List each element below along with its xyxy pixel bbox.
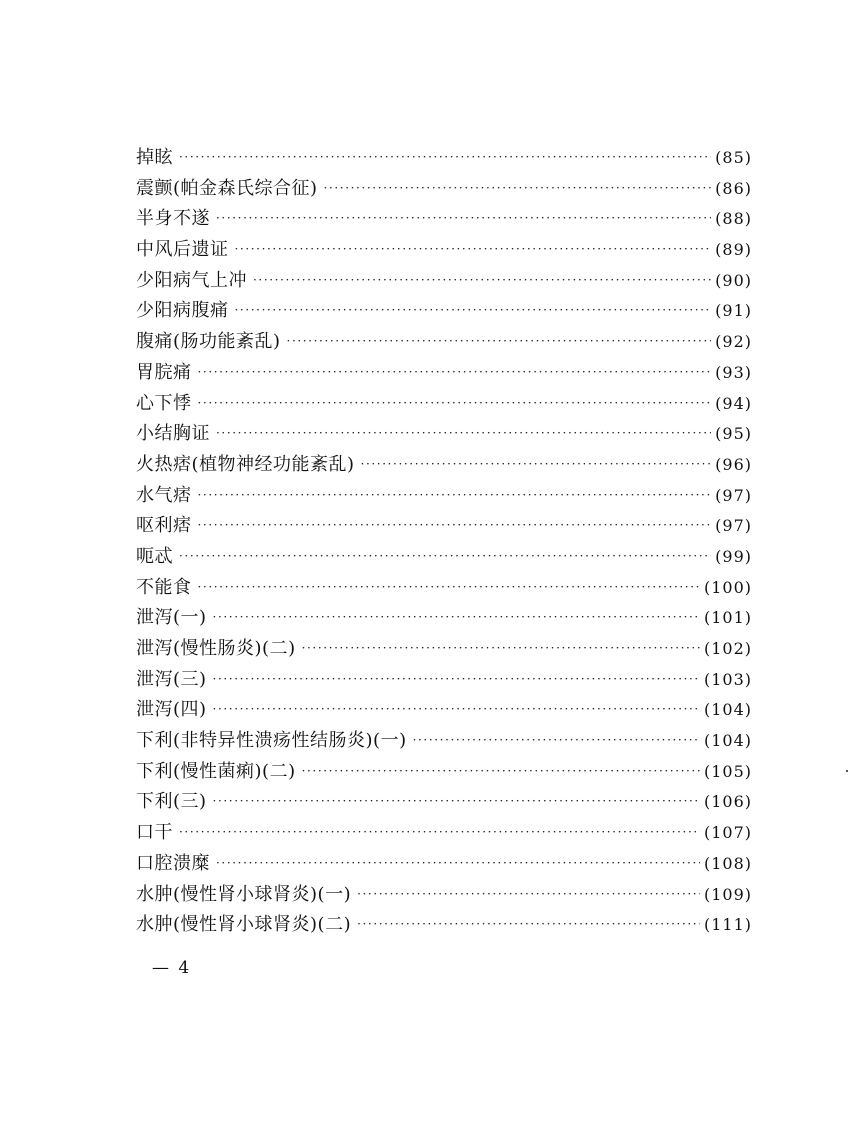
toc-entry-page: (89): [715, 240, 752, 260]
toc-entry-title: 下利(三): [136, 791, 207, 813]
toc-entry-page: (97): [715, 485, 752, 505]
toc-entry-page: (111): [703, 915, 752, 935]
toc-entry: [136, 818, 752, 849]
toc-entry-page: (106): [703, 792, 752, 812]
toc-entry: [136, 143, 752, 174]
toc-entry-page: (101): [703, 608, 752, 628]
toc-entry-title: 泄泻(慢性肠炎)(二): [136, 638, 296, 659]
toc-entry-page: (88): [715, 209, 752, 229]
toc-entry: [136, 603, 752, 634]
toc-dot-leader: [235, 295, 712, 326]
toc-entry-page: (85): [715, 148, 752, 167]
toc-dot-leader: [213, 664, 700, 695]
toc-dot-leader: [179, 817, 700, 848]
toc-entry: [136, 849, 752, 880]
toc-entry-title: 呕利痞: [136, 515, 192, 537]
toc-entry: [136, 481, 752, 512]
toc-entry-title: 震颤(帕金森氏综合征): [136, 177, 318, 199]
toc-entry-title: 少阳病气上冲: [136, 269, 247, 291]
toc-dot-leader: [216, 203, 711, 234]
toc-entry-page: (103): [703, 669, 752, 689]
toc-dot-leader: [198, 357, 712, 388]
toc-dot-leader: [302, 633, 700, 664]
toc-entry: [136, 204, 752, 235]
toc-entry-page: (91): [715, 301, 752, 321]
toc-entry: [136, 358, 752, 389]
toc-entry-title: 呃忒: [136, 545, 173, 567]
toc-dot-leader: [213, 786, 700, 817]
toc-dot-leader: [216, 418, 711, 449]
toc-entry-page: (107): [703, 823, 752, 843]
toc-entry-page: (95): [715, 424, 752, 444]
toc-dot-leader: [357, 879, 700, 910]
toc-entry-page: (90): [715, 270, 752, 290]
toc-entry-title: 下利(慢性菌痢)(二): [136, 760, 296, 782]
toc-entry: [136, 296, 752, 327]
toc-dot-leader: [198, 572, 700, 603]
toc-entry: [136, 757, 752, 788]
toc-dot-leader: [198, 480, 712, 511]
toc-entry: [136, 174, 752, 205]
toc-entry: [136, 634, 752, 665]
toc-dot-leader: [198, 388, 712, 419]
toc-dot-leader: [413, 725, 700, 756]
toc-entry: [136, 910, 752, 941]
toc-entry-page: (92): [715, 332, 752, 352]
toc-entry: [136, 695, 752, 726]
toc-dot-leader: [357, 909, 700, 940]
toc-entry-title: 泄泻(一): [136, 607, 207, 629]
toc-entry: [136, 573, 752, 604]
toc-entry-page: (108): [703, 853, 752, 873]
toc-entry-title: 腹痛(肠功能紊乱): [136, 331, 281, 353]
toc-dot-leader: [287, 326, 712, 357]
toc-entry: [136, 450, 752, 481]
toc-entry-page: (100): [703, 577, 752, 597]
toc-entry-title: 口腔溃糜: [136, 852, 210, 874]
toc-entry: [136, 419, 752, 450]
toc-entry-page: (104): [703, 731, 752, 751]
toc-entry: [136, 511, 752, 542]
toc-dot-leader: [324, 173, 712, 204]
toc-entry-title: 水肿(慢性肾小球肾炎)(二): [136, 914, 352, 936]
toc-entry-title: 水肿(慢性肾小球肾炎)(一): [136, 883, 352, 905]
toc-entry-title: 掉眩: [136, 147, 173, 168]
toc-entry: [136, 389, 752, 420]
toc-entry-title: 水气痞: [136, 484, 192, 506]
toc-entry-page: (93): [715, 362, 752, 382]
toc-entry: [136, 726, 752, 757]
toc-entry: [136, 235, 752, 266]
toc-dot-leader: [213, 694, 700, 725]
toc-entry: [136, 880, 752, 911]
toc-entry-title: 半身不遂: [136, 208, 210, 230]
toc-entry-title: 中风后遗证: [136, 239, 229, 261]
toc-entry-page: (97): [715, 516, 752, 536]
toc-entry-title: 不能食: [136, 576, 192, 598]
toc-dot-leader: [179, 541, 711, 572]
toc-entry-title: 泄泻(三): [136, 668, 207, 690]
toc-dot-leader: [179, 142, 711, 173]
toc-entry-title: 心下悸: [136, 392, 192, 414]
toc-entry-page: (109): [703, 884, 752, 904]
toc-entry-title: 小结胸证: [136, 423, 210, 445]
toc-dot-leader: [361, 449, 712, 480]
toc-dot-leader: [198, 510, 712, 541]
toc-entry-page: (105): [703, 761, 752, 781]
toc-entry-title: 胃脘痛: [136, 361, 192, 383]
toc-entry: [136, 327, 752, 358]
toc-entry: [136, 787, 752, 818]
toc-entry-page: (86): [715, 178, 752, 198]
toc-entry: [136, 665, 752, 696]
toc-dot-leader: [253, 265, 711, 296]
toc-entry-title: 下利(非特异性溃疡性结肠炎)(一): [136, 730, 407, 752]
toc-entry: [136, 266, 752, 297]
toc-entry-page: (102): [703, 639, 752, 658]
toc-dot-leader: [216, 848, 700, 879]
toc-entry-page: (104): [703, 700, 752, 720]
table-of-contents: [136, 143, 752, 941]
toc-entry-title: 泄泻(四): [136, 699, 207, 721]
toc-entry-page: (99): [715, 546, 752, 566]
page-number: — 4: [152, 958, 192, 978]
scan-speck: [846, 770, 848, 772]
toc-entry-title: 少阳病腹痛: [136, 300, 229, 322]
toc-dot-leader: [235, 234, 712, 265]
toc-dot-leader: [213, 602, 700, 633]
toc-entry-title: 火热痞(植物神经功能紊乱): [136, 453, 355, 475]
toc-entry-page: (96): [715, 454, 752, 474]
toc-dot-leader: [302, 756, 700, 787]
toc-entry: [136, 542, 752, 573]
toc-entry-page: (94): [715, 393, 752, 413]
toc-entry-title: 口干: [136, 822, 173, 844]
